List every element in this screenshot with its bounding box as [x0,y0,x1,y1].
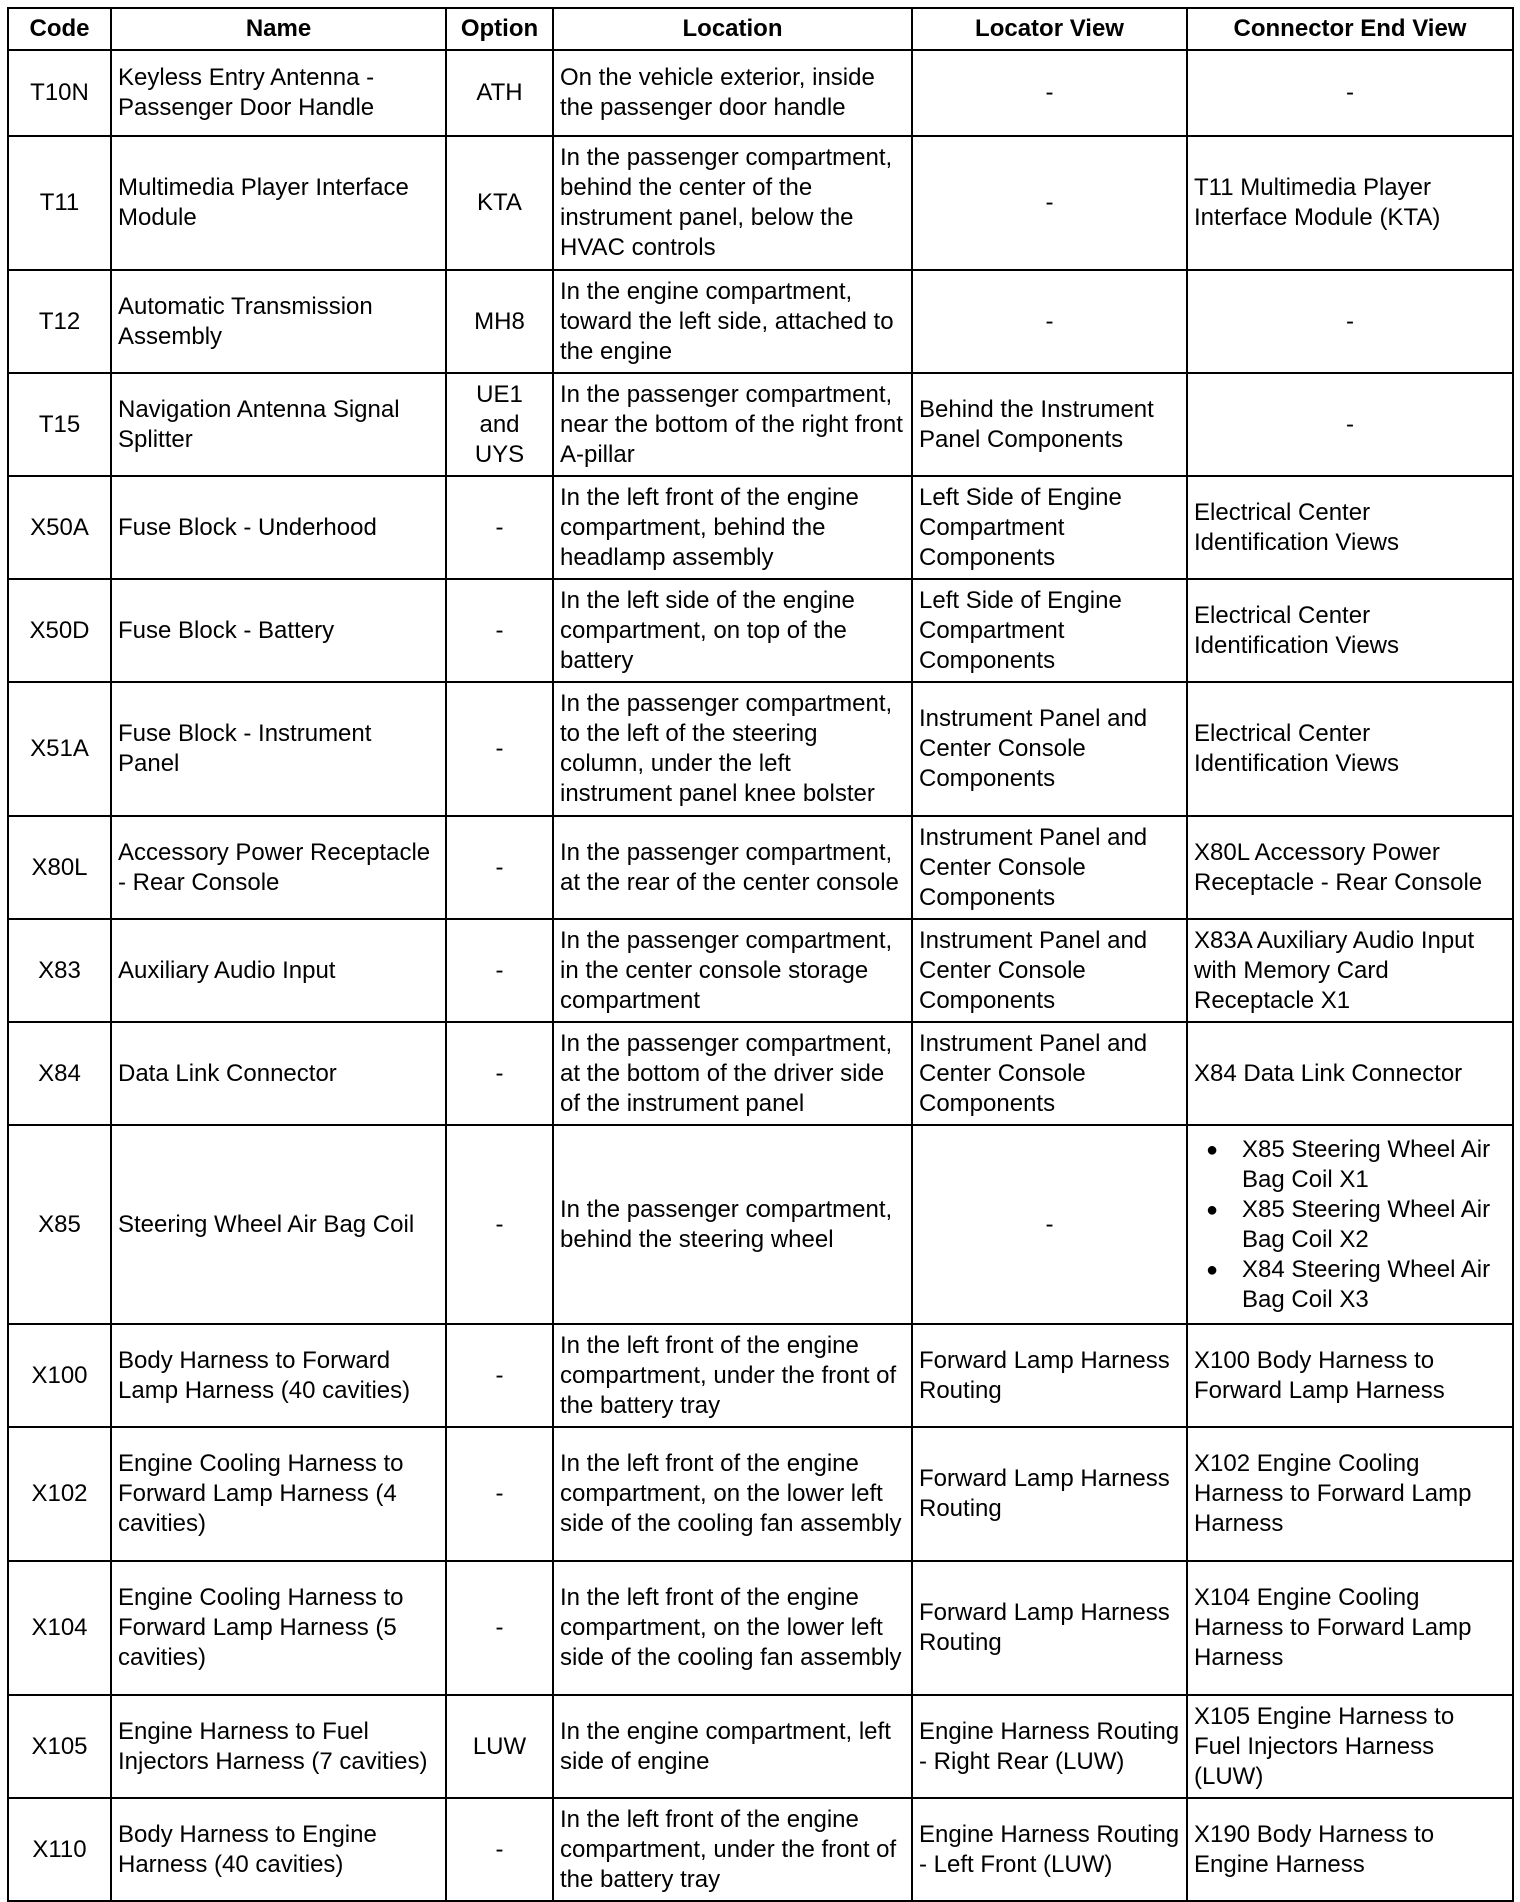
cell-name: Engine Harness to Fuel Injectors Harness (7 cavities) [111,1695,446,1798]
list-item: ● X85 Steering Wheel Air Bag Coil X2 [1242,1195,1506,1255]
cell-name: Multimedia Player Interface Module [111,136,446,270]
cell-locator-view: Instrument Panel and Center Console Components [912,919,1187,1022]
cell-option: - [446,1561,553,1695]
cell-location: In the engine compartment, left side of engine [553,1695,912,1798]
cell-option: MH8 [446,270,553,373]
cell-locator-view: - [912,50,1187,136]
cell-location: In the passenger compartment, in the center console storage compartment [553,919,912,1022]
cell-location: In the passenger compartment, at the bottom of the driver side of the instrument panel [553,1022,912,1125]
header-code: Code [8,8,111,50]
cell-name: Body Harness to Engine Harness (40 cavities) [111,1798,446,1901]
header-option: Option [446,8,553,50]
cell-connector-end-view: X83A Auxiliary Audio Input with Memory Card Receptacle X1 [1187,919,1513,1022]
table-row [8,816,1513,919]
table-row [8,1022,1513,1125]
cell-location: In the left front of the engine compartment, under the front of the battery tray [553,1798,912,1901]
cell-name: Body Harness to Forward Lamp Harness (40 cavities) [111,1324,446,1427]
cell-connector-end-view: X105 Engine Harness to Fuel Injectors Harness (LUW) [1187,1695,1513,1798]
cell-connector-end-view: X102 Engine Cooling Harness to Forward Lamp Harness [1187,1427,1513,1561]
cell-locator-view: Instrument Panel and Center Console Components [912,816,1187,919]
cell-option: ATH [446,50,553,136]
table-row [8,136,1513,270]
cell-location: In the passenger compartment, behind the steering wheel [553,1125,912,1324]
cell-locator-view: Forward Lamp Harness Routing [912,1324,1187,1427]
cell-code: X100 [8,1324,111,1427]
cell-locator-view: - [912,1125,1187,1324]
table-row [8,1695,1513,1798]
cell-locator-view: Engine Harness Routing - Left Front (LUW) [912,1798,1187,1901]
cell-option: - [446,1022,553,1125]
table-row [8,1324,1513,1427]
cell-code: X50D [8,579,111,682]
connector-bullet-list [1194,1135,1506,1315]
component-locator-table [7,7,1514,1902]
cell-code: X85 [8,1125,111,1324]
header-name: Name [111,8,446,50]
cell-code: X84 [8,1022,111,1125]
table-row [8,1561,1513,1695]
cell-name: Automatic Transmission Assembly [111,270,446,373]
cell-locator-view: Behind the Instrument Panel Components [912,373,1187,476]
table-row [8,1427,1513,1561]
cell-locator-view: Instrument Panel and Center Console Components [912,1022,1187,1125]
cell-connector-end-view: Electrical Center Identification Views [1187,476,1513,579]
cell-locator-view: - [912,270,1187,373]
cell-name: Navigation Antenna Signal Splitter [111,373,446,476]
cell-code: X102 [8,1427,111,1561]
cell-option: - [446,682,553,816]
cell-connector-end-view: - [1187,373,1513,476]
header-location: Location [553,8,912,50]
cell-locator-view: Forward Lamp Harness Routing [912,1561,1187,1695]
cell-option: - [446,816,553,919]
cell-connector-end-view: X190 Body Harness to Engine Harness [1187,1798,1513,1901]
table-row [8,1125,1513,1324]
cell-option: UE1 and UYS [446,373,553,476]
component-locator-table-container [7,7,1514,1902]
header-locator-view: Locator View [912,8,1187,50]
cell-connector-end-view: - [1187,50,1513,136]
cell-option: - [446,476,553,579]
table-row [8,373,1513,476]
cell-location: In the left front of the engine compartment, under the front of the battery tray [553,1324,912,1427]
cell-location: In the engine compartment, toward the left side, attached to the engine [553,270,912,373]
cell-option: - [446,1125,553,1324]
table-row [8,476,1513,579]
cell-code: T11 [8,136,111,270]
cell-code: X110 [8,1798,111,1901]
cell-name: Auxiliary Audio Input [111,919,446,1022]
cell-connector-end-view: X100 Body Harness to Forward Lamp Harness [1187,1324,1513,1427]
cell-name: Engine Cooling Harness to Forward Lamp Harness (4 cavities) [111,1427,446,1561]
cell-code: X105 [8,1695,111,1798]
cell-connector-end-view: X80L Accessory Power Receptacle - Rear Console [1187,816,1513,919]
list-item: ● X84 Steering Wheel Air Bag Coil X3 [1242,1255,1506,1315]
cell-location: In the passenger compartment, behind the center of the instrument panel, below the HVAC controls [553,136,912,270]
cell-code: X51A [8,682,111,816]
cell-connector-end-view [1187,1125,1513,1324]
table-row [8,579,1513,682]
cell-connector-end-view: X84 Data Link Connector [1187,1022,1513,1125]
cell-name: Keyless Entry Antenna - Passenger Door Handle [111,50,446,136]
cell-option: KTA [446,136,553,270]
cell-code: T15 [8,373,111,476]
cell-connector-end-view: T11 Multimedia Player Interface Module (KTA) [1187,136,1513,270]
table-row [8,919,1513,1022]
header-connector-end-view: Connector End View [1187,8,1513,50]
cell-connector-end-view: X104 Engine Cooling Harness to Forward Lamp Harness [1187,1561,1513,1695]
cell-name: Accessory Power Receptacle - Rear Console [111,816,446,919]
cell-name: Steering Wheel Air Bag Coil [111,1125,446,1324]
cell-location: On the vehicle exterior, inside the passenger door handle [553,50,912,136]
cell-location: In the left side of the engine compartment, on top of the battery [553,579,912,682]
cell-location: In the passenger compartment, to the left of the steering column, under the left instrument panel knee bolster [553,682,912,816]
cell-locator-view: Instrument Panel and Center Console Components [912,682,1187,816]
cell-locator-view: Engine Harness Routing - Right Rear (LUW) [912,1695,1187,1798]
cell-option: LUW [446,1695,553,1798]
cell-code: X50A [8,476,111,579]
table-row [8,50,1513,136]
cell-code: T10N [8,50,111,136]
cell-code: X80L [8,816,111,919]
header-row [8,8,1513,50]
cell-name: Fuse Block - Battery [111,579,446,682]
cell-locator-view: - [912,136,1187,270]
cell-option: - [446,1324,553,1427]
cell-location: In the left front of the engine compartment, on the lower left side of the cooling fan assembly [553,1561,912,1695]
cell-name: Engine Cooling Harness to Forward Lamp Harness (5 cavities) [111,1561,446,1695]
cell-locator-view: Forward Lamp Harness Routing [912,1427,1187,1561]
cell-location: In the passenger compartment, at the rear of the center console [553,816,912,919]
cell-location: In the passenger compartment, near the bottom of the right front A-pillar [553,373,912,476]
cell-name: Fuse Block - Underhood [111,476,446,579]
cell-name: Data Link Connector [111,1022,446,1125]
cell-connector-end-view: Electrical Center Identification Views [1187,682,1513,816]
table-row [8,270,1513,373]
cell-option: - [446,1427,553,1561]
list-item: ● X85 Steering Wheel Air Bag Coil X1 [1242,1135,1506,1195]
cell-connector-end-view: Electrical Center Identification Views [1187,579,1513,682]
cell-connector-end-view: - [1187,270,1513,373]
table-row [8,1798,1513,1901]
cell-option: - [446,579,553,682]
cell-locator-view: Left Side of Engine Compartment Components [912,476,1187,579]
cell-name: Fuse Block - Instrument Panel [111,682,446,816]
cell-code: X83 [8,919,111,1022]
cell-option: - [446,1798,553,1901]
cell-code: X104 [8,1561,111,1695]
cell-location: In the left front of the engine compartment, behind the headlamp assembly [553,476,912,579]
cell-location: In the left front of the engine compartment, on the lower left side of the cooling fan assembly [553,1427,912,1561]
cell-locator-view: Left Side of Engine Compartment Components [912,579,1187,682]
cell-option: - [446,919,553,1022]
table-row [8,682,1513,816]
cell-code: T12 [8,270,111,373]
